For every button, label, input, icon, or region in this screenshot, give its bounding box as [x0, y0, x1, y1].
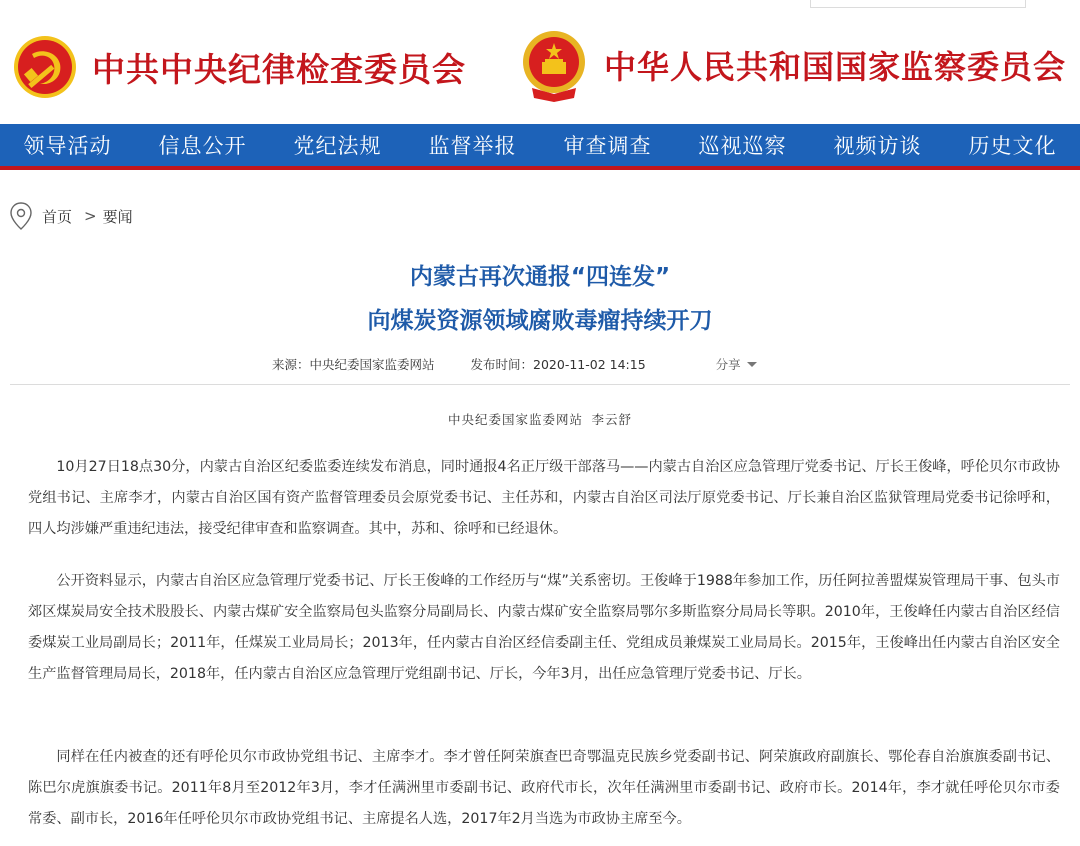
nav-item-investigation[interactable]: 审查调查	[563, 134, 652, 158]
nav-item-regulations[interactable]: 党纪法规	[293, 134, 382, 158]
site-header	[0, 0, 1080, 124]
nav-item-leadership[interactable]: 领导活动	[23, 134, 112, 158]
article-title-line2: 向煤炭资源领域腐败毒瘤持续开刀	[367, 308, 713, 334]
nav-item-video[interactable]: 视频访谈	[833, 134, 922, 158]
meta-divider	[10, 384, 1070, 385]
share-label: 分享	[715, 357, 741, 372]
article-source: 来源：中央纪委国家监委网站	[272, 357, 435, 372]
nsc-name: 中华人民共和国国家监察委员会	[604, 48, 1067, 86]
share-button[interactable]	[716, 355, 757, 373]
breadcrumb-home[interactable]: 首页	[42, 207, 73, 226]
chevron-down-icon	[747, 362, 757, 367]
article-date: 发布时间：2020-11-02 14:15	[470, 357, 646, 372]
breadcrumb	[10, 202, 133, 230]
nav-item-inspection[interactable]: 巡视巡察	[698, 134, 787, 158]
national-emblem-icon	[518, 28, 590, 102]
nav-item-info-disclosure[interactable]: 信息公开	[158, 134, 247, 158]
article-author: 中央纪委国家监委网站 李云舒	[447, 412, 633, 427]
nav-item-report[interactable]: 监督举报	[428, 134, 517, 158]
article-title-line1: 内蒙古再次通报“四连发”	[409, 264, 671, 290]
article-meta	[272, 355, 757, 373]
main-nav	[0, 124, 1080, 170]
article-paragraph-1: 10月27日18点30分，内蒙古自治区纪委监委连续发布消息，同时通报4名正厅级干部落马——内蒙古自治区应急管理厅党委书记、厅长王俊峰，呼伦贝尔市政协党组书记、主席李才，内蒙古自治区国有资产监督管理委员会原党委书记、主任苏和，内蒙古自治区司法厅原党委书记、厅长兼自治区监狱管理局党委书记徐呼和，四人均涉嫌严重违纪违法，接受纪律审查和监察调查。其中，苏和、徐呼和已经退休。	[28, 459, 1060, 537]
location-pin-icon	[10, 202, 32, 230]
party-emblem-icon	[12, 34, 78, 100]
nav-item-history[interactable]: 历史文化	[968, 134, 1057, 158]
ccdi-name: 中共中央纪律检查委员会	[92, 49, 466, 89]
nsc-logo[interactable]	[518, 28, 1066, 102]
breadcrumb-separator: >	[84, 207, 97, 225]
breadcrumb-current[interactable]: 要闻	[102, 207, 133, 226]
article-paragraph-2: 公开资料显示，内蒙古自治区应急管理厅党委书记、厅长王俊峰的工作经历与“煤”关系密切。王俊峰于1988年参加工作，历任阿拉善盟煤炭管理局干事、包头市郊区煤炭局安全技术股股长、内蒙古煤矿安全监察局包头监察分局副局长、内蒙古煤矿安全监察局鄂尔多斯监察分局局长等职。2010年，王俊峰任内蒙古自治区经信委煤炭工业局副局长；2011年，任煤炭工业局局长；2013年，任内蒙古自治区经信委副主任、党组成员兼煤炭工业局局长。2015年，王俊峰出任内蒙古自治区安全生产监督管理局局长，2018年，任内蒙古自治区应急管理厅党组副书记、厅长，今年3月，出任应急管理厅党委书记、厅长。	[28, 573, 1060, 682]
ccdi-logo[interactable]	[12, 34, 466, 100]
article-paragraph-3: 同样在任内被查的还有呼伦贝尔市政协党组书记、主席李才。李才曾任阿荣旗查巴奇鄂温克民族乡党委副书记、阿荣旗政府副旗长、鄂伦春自治旗旗委副书记、陈巴尔虎旗旗委书记。2011年8月至2012年3月，李才任满洲里市委副书记、政府代市长，次年任满洲里市委副书记、政府市长。2014年，李才就任呼伦贝尔市委常委、副市长，2016年任呼伦贝尔市政协党组书记、主席提名人选，2017年2月当选为市政协主席至今。	[28, 749, 1060, 827]
